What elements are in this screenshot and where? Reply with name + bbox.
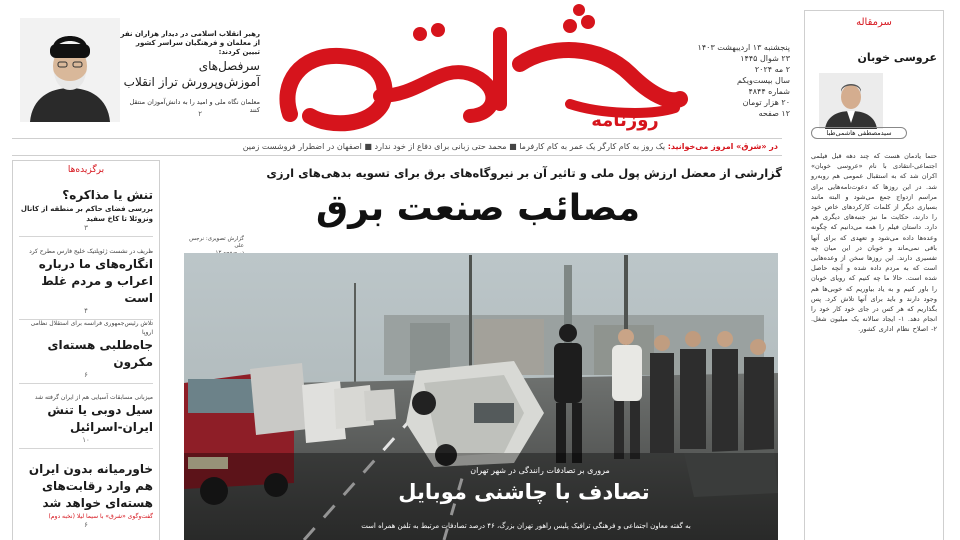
pick-item[interactable] bbox=[19, 187, 153, 237]
issue-price: ۲۰ هزار تومان bbox=[742, 98, 790, 107]
pick-kicker: میزبانی مسابقات آسیایی هم از ایران گرفته شد bbox=[34, 394, 153, 401]
picks-section-label: برگزیده‌ها bbox=[67, 165, 105, 175]
editorial-body-text: حتما یادمان هست که چند دهه قبل فیلمی اجتماعی-انتقادی با نام «عروسی خوبان» اکران شد که به استقبال عمومی هم روبه‌رو شد. در این روزها که دعوت‌نامه‌هایی برای مراسم ازدواج جمع می‌شود و البته مانند بسیاری دیگر از کلمات کارکردهای خاص خود را دارند، حکایت ما نیز جنبه‌های دیگری هم دارد. داستان فیلم را همه می‌دانیم که چگونه وعده‌ها داده می‌شود و تعهدی که برای آنها باقی نمی‌ماند و خوبان در این میان چه تفسیری دارند. این روزها سخن از وعده‌هایی است که به مردم داده شده و آنچه حاصل شده است. حالا ما چه کنیم که رویای خوبان را باور کنیم و به یاد بیاوریم که خوبی‌ها هم وجود دارند و باید برای آنها تلاش کرد. پس بگذاریم که هر کس در جای خود کار خود را انجام دهد. ۱- ایجاد سالانه یک میلیون شغل. ۲- اصلاح نظام اداری کشور. bbox=[811, 152, 937, 334]
photo-headline[interactable]: تصادف با چاشنی موبایل bbox=[398, 480, 650, 504]
issue-number: شماره ۴۸۴۴ bbox=[748, 87, 790, 96]
editorial-headline[interactable]: عروسی خوبان bbox=[857, 51, 937, 64]
leader-box[interactable] bbox=[12, 10, 262, 130]
issue-date: پنجشنبه ۱۳ اردیبهشت ۱۴۰۳ bbox=[697, 43, 790, 52]
photo-kicker: مروری بر تصادفات رانندگی در شهر تهران bbox=[470, 466, 610, 475]
pick-headline: سیل دوبی یا تنش ایران-اسرائیل bbox=[47, 403, 153, 434]
pick-headline: انگاره‌های ما درباره اعراب و مردم غلط است bbox=[38, 257, 153, 305]
editorial-section-label: سرمقاله bbox=[856, 17, 892, 28]
photo-credit: گزارش تصویری: نرجس علی bbox=[189, 236, 244, 249]
issue-info bbox=[690, 42, 790, 119]
ticker-label: در «شرق» امروز می‌خوانید: bbox=[667, 142, 778, 151]
ticker-item[interactable]: محمد حتی زبانی برای دفاع از خود ندارد bbox=[374, 142, 507, 151]
leader-intro: رهبر انقلاب اسلامی در دیدار هزاران نفر از معلمان و فرهنگیان سراسر کشور تبیین کردند: bbox=[120, 30, 260, 56]
leader-page-number: ۲ bbox=[198, 110, 202, 118]
pick-subhead: گفت‌وگوی «شرق» با سیما لیلا (نخبه دوم) bbox=[48, 513, 153, 520]
editorial-column bbox=[804, 10, 944, 540]
divider bbox=[19, 236, 153, 237]
issue-year: سال بیست‌ویکم bbox=[737, 76, 790, 85]
ticker-item[interactable]: اصفهان در اضطرار فروشست زمین bbox=[242, 142, 362, 151]
pick-page-number: ۳ bbox=[84, 224, 88, 232]
pick-item[interactable] bbox=[19, 247, 153, 320]
ticker-item[interactable]: یک روز به کام کارگر یک عمر به کام کارفرما bbox=[519, 142, 666, 151]
ticker-bar bbox=[12, 138, 782, 156]
pick-kicker: ظریف در نشست ژئوپلتیک خلیج فارس مطرح کرد bbox=[29, 248, 153, 255]
pick-headline: تنش یا مذاکره؟ bbox=[62, 188, 153, 202]
editorial-author-photo bbox=[819, 73, 883, 129]
divider bbox=[19, 383, 153, 384]
divider bbox=[19, 448, 153, 449]
pick-kicker: تلاش رئیس‌جمهوری فرانسه برای استقلال نظامی اروپا bbox=[30, 320, 153, 336]
ticker-separator-icon: ■ bbox=[361, 142, 372, 151]
pick-headline: خاورمیانه بدون ایران هم وارد رقابت‌های هسته‌ای خواهد شد bbox=[28, 462, 153, 510]
pick-page-number: ۶ bbox=[84, 521, 88, 529]
logo-paper-word: روزنامه bbox=[591, 110, 659, 131]
leader-photo bbox=[20, 18, 120, 122]
photo-description: به گفته معاون اجتماعی و فرهنگی ترافیک پلیس راهور تهران بزرگ، ۴۶ درصد تصادفات مرتبط به تلفن همراه است bbox=[361, 522, 691, 530]
editorial-author-name: سیدمصطفی هاشمی‌طبا bbox=[811, 127, 907, 139]
main-story-kicker: گزارشی از معضل ارزش پول ملی و تاثیر آن بر نیروگاه‌های برق برای تسویه بدهی‌های ارزی bbox=[266, 166, 782, 180]
ticker-separator-icon: ■ bbox=[506, 142, 517, 151]
picks-column bbox=[12, 160, 160, 540]
issue-pages: ۱۲ صفحه bbox=[758, 109, 790, 118]
pick-item[interactable] bbox=[19, 461, 153, 529]
issue-hijri-date: ۲۳ شوال ۱۴۴۵ bbox=[740, 54, 790, 63]
leader-caption: معلمان نگاه ملی و امید را به دانش‌آموزان منتقل کنند bbox=[129, 98, 260, 114]
main-story-headline[interactable]: مصائب صنعت برق bbox=[316, 188, 640, 229]
pick-item[interactable] bbox=[19, 319, 153, 384]
pick-page-number: ۶ bbox=[84, 371, 88, 379]
pick-page-number: ۴ bbox=[84, 307, 88, 315]
pick-page-number: ۱۰ bbox=[82, 436, 90, 444]
pick-item[interactable] bbox=[19, 393, 153, 449]
issue-gregorian-date: ۲ مه ۲۰۲۴ bbox=[754, 65, 790, 74]
leader-headline: سرفصل‌های آموزش‌وپرورش تراز انقلاب bbox=[123, 59, 260, 89]
pick-subhead: بررسی فضای حاکم بر منطقه از کانال ونزوئلا تا کاخ سفید bbox=[20, 205, 153, 223]
shargh-logo bbox=[270, 4, 690, 132]
pick-headline: جاه‌طلبی هسته‌ای مکرون bbox=[47, 338, 153, 369]
masthead-logo bbox=[270, 4, 690, 132]
